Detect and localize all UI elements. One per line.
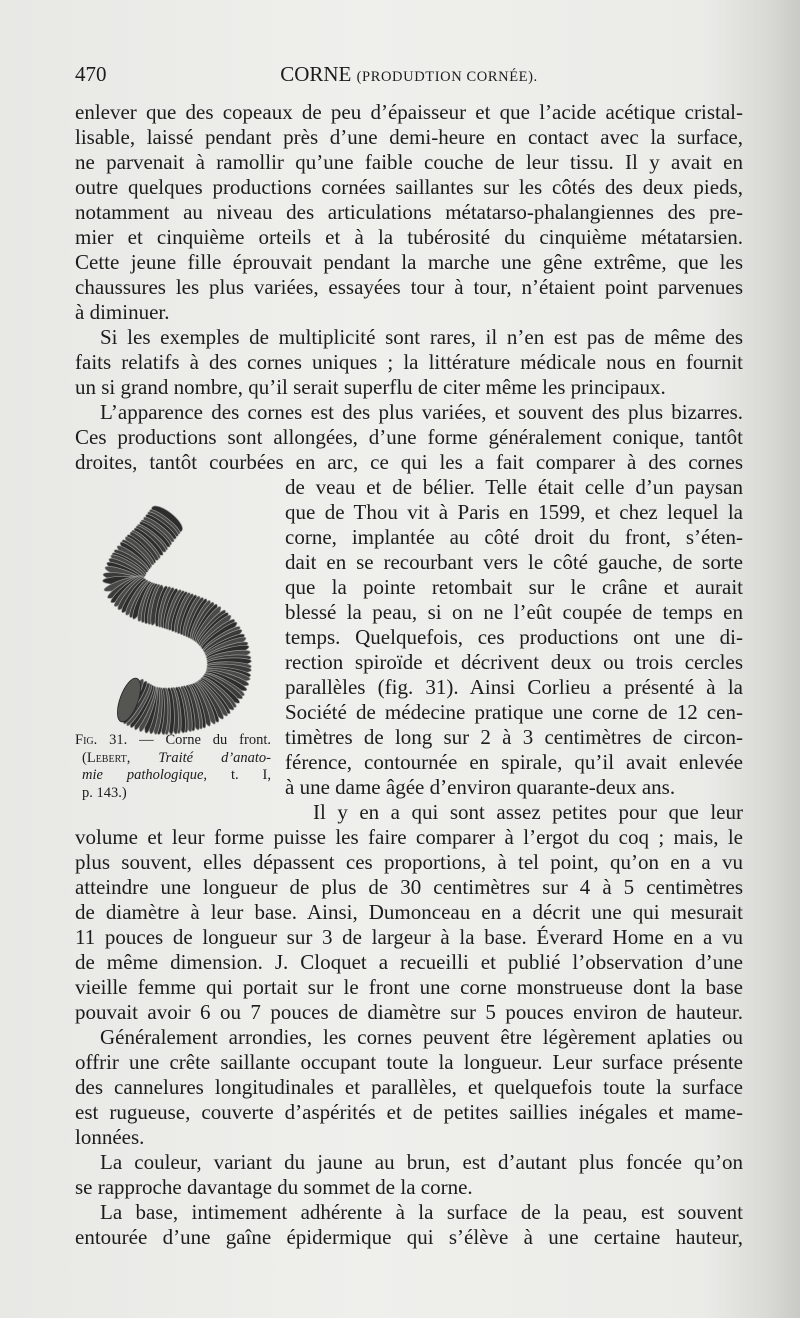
body-line: faits relatifs à des cornes uniques ; la littérature médicale nous en fournit	[75, 350, 743, 374]
body-line: temps. Quelquefois, ces productions ont une di-	[285, 625, 743, 649]
body-line: pouvait avoir 6 ou 7 pouces de diamètre sur 5 pouces environ de hauteur.	[75, 1000, 743, 1024]
body-line: enlever que des copeaux de peu d’épaisseur et que l’acide acétique cristal-	[75, 100, 743, 124]
body-line: timètres de long sur 2 à 3 centimètres de circon-	[285, 725, 743, 749]
body-line: droites, tantôt courbées en arc, ce qui les a fait comparer à des cornes	[75, 450, 743, 474]
caption-sep: ,	[126, 749, 159, 766]
paragraph	[75, 1025, 743, 1150]
caption-paren: (	[82, 749, 87, 766]
paragraph	[75, 800, 743, 1025]
body-line: La couleur, variant du jaune au brun, est d’autant plus foncée qu’on	[100, 1150, 743, 1174]
body-line: L’apparence des cornes est des plus variées, et souvent des plus bizarres.	[100, 400, 743, 424]
body-line: dait en se recourbant vers le côté gauche, de sorte	[285, 550, 743, 574]
body-line: des cannelures longitudinales et parallèles, et quelquefois toute la surface	[75, 1075, 743, 1099]
body-line: à une dame âgée d’environ quarante-deux ans.	[285, 775, 676, 799]
caption-line	[75, 732, 271, 750]
figure-caption	[75, 732, 271, 802]
body-line: que la pointe retombait sur le crâne et aurait	[285, 575, 743, 599]
horn-body	[102, 502, 251, 735]
paragraph	[75, 325, 743, 400]
caption-author: Lebert	[86, 749, 127, 766]
running-title	[75, 60, 743, 91]
body-line: lonnées.	[75, 1125, 145, 1149]
caption-line	[82, 767, 271, 785]
body-line: La base, intimement adhérente à la surface de la peau, est souvent	[100, 1200, 743, 1224]
body-line: notamment au niveau des articulations métatarso-phalangiennes des pre-	[75, 200, 743, 224]
caption-page: p. 143.)	[82, 784, 127, 801]
body-line: corne, implantée au côté droit du front, s’éten-	[285, 525, 743, 549]
body-line: un si grand nombre, qu’il serait superflu de citer même les principaux.	[75, 375, 666, 399]
body-line: blessé la peau, si on ne l’eût coupée de temps en	[285, 600, 743, 624]
body-line: chaussures les plus variées, essayées tour à tour, n’étaient point parvenues	[75, 275, 743, 299]
caption-work-cont: mie pathologique	[82, 767, 204, 783]
body-line: volume et leur forme puisse les faire comparer à l’ergot du coq ; mais, le	[75, 825, 743, 849]
caption-work: Traité d’anato-	[158, 749, 271, 766]
body-line: offrir une crête saillante occupant toute la longueur. Leur surface présente	[75, 1050, 743, 1074]
body-line: de diamètre à leur base. Ainsi, Dumonceau en a décrit une qui mesurait	[75, 900, 743, 924]
body-line: lisable, laissé pendant près d’une demi-heure en contact avec la surface,	[75, 125, 743, 149]
figure-title: 31. — Corne du front.	[97, 732, 271, 748]
body-line: mier et cinquième orteils et à la tubérosité du cinquième métatarsien.	[75, 225, 743, 249]
caption-line	[82, 750, 271, 768]
body-line: entourée d’une gaîne épidermique qui s’élève à une certaine hauteur,	[75, 1225, 743, 1249]
body-line: Cette jeune fille éprouvait pendant la marche une gêne extrême, que les	[75, 250, 743, 274]
body-line: férence, contournée en spirale, qu’il avait enlevée	[285, 750, 743, 774]
body-line: parallèles (fig. 31). Ainsi Corlieu a présenté à la	[285, 675, 743, 699]
body-line: vieille femme qui portait sur le front une corne monstrueuse dont la base	[75, 975, 743, 999]
body-line: Si les exemples de multiplicité sont rares, il n’en est pas de même des	[100, 325, 743, 349]
body-line: rection spiroïde et décrivent deux ou trois cercles	[285, 650, 743, 674]
figure-label: Fig.	[75, 732, 98, 748]
paragraph	[75, 1200, 743, 1250]
running-title-main: CORNE	[280, 62, 352, 86]
body-line: 11 pouces de longueur sur 3 de largeur à la base. Éverard Home en a vu	[75, 925, 743, 949]
caption-line	[82, 785, 271, 803]
body-line: Généralement arrondies, les cornes peuvent être légèrement aplaties ou	[100, 1025, 743, 1049]
body-line: Société de médecine pratique une corne de 12 cen-	[285, 700, 743, 724]
running-title-sub: (PRODUDTION CORNÉE).	[356, 69, 538, 85]
body-line: ne parvenait à ramollir qu’une faible couche de leur tissu. Il y avait en	[75, 150, 743, 174]
body-line: Ces productions sont allongées, d’une forme généralement conique, tantôt	[75, 425, 743, 449]
body-line: plus souvent, elles dépassent ces proportions, à tel point, qu’on en a vu	[75, 850, 743, 874]
body-line: Il y en a qui sont assez petites pour que leur	[313, 800, 743, 824]
page-number: 470	[75, 62, 107, 86]
paragraph	[75, 100, 743, 325]
body-line: atteindre une longueur de plus de 30 centimètres sur 4 à 5 centimètres	[75, 875, 743, 899]
caption-volume: , t. I,	[203, 767, 271, 783]
body-line: se rapproche davantage du sommet de la corne.	[75, 1175, 473, 1199]
body-line: outre quelques productions cornées saillantes sur les côtés des deux pieds,	[75, 175, 743, 199]
running-header	[75, 60, 743, 88]
spiral-horn-illustration	[95, 495, 270, 735]
body-line: que de Thou vit à Paris en 1599, et chez lequel la	[285, 500, 743, 524]
body-line: est rugueuse, couverte d’aspérités et de petites saillies inégales et mame-	[75, 1100, 743, 1124]
body-line: à diminuer.	[75, 300, 170, 324]
body-line: de veau et de bélier. Telle était celle d’un paysan	[285, 475, 743, 499]
paragraph	[75, 1150, 743, 1200]
body-line: de même dimension. J. Cloquet a recueilli et publié l’observation d’une	[75, 950, 743, 974]
